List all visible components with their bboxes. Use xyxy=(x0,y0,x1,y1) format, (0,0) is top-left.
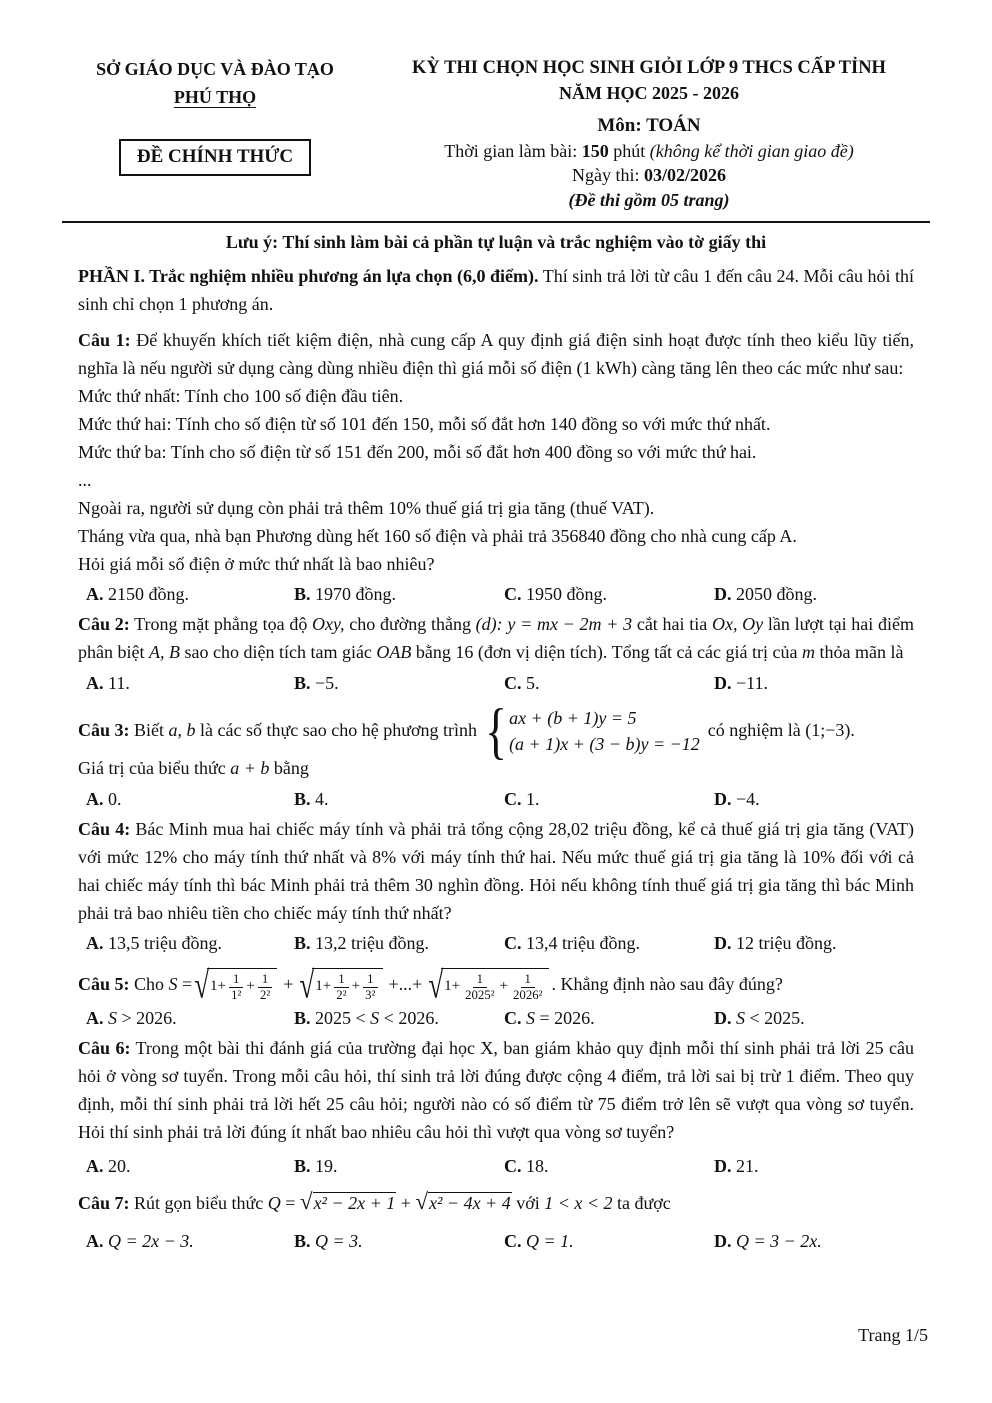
plus-sign: + xyxy=(499,978,509,995)
option-a xyxy=(86,670,294,698)
equation-1: ax + (b + 1)y = 5 xyxy=(509,708,637,729)
option-b xyxy=(294,930,504,958)
option-b-value: −5. xyxy=(315,673,339,694)
numerator: 1 xyxy=(363,972,377,987)
official-exam-box-wrap xyxy=(62,112,368,176)
option-c xyxy=(504,1005,714,1033)
option-d xyxy=(714,670,914,698)
option-c xyxy=(504,1228,714,1256)
pages-line: (Đề thi gồm 05 trang) xyxy=(568,189,730,210)
question-5-lead: Câu 5: Cho S = xyxy=(78,974,193,995)
numerator: 1 xyxy=(229,972,243,987)
option-b-value: 4. xyxy=(315,788,329,809)
option-d xyxy=(714,786,914,814)
option-d xyxy=(714,1153,914,1181)
option-b-key: B. xyxy=(294,673,311,694)
option-c-value: 1950 đồng. xyxy=(526,584,607,605)
option-c-key: C. xyxy=(504,1007,522,1028)
numerator: 1 xyxy=(521,972,535,987)
question-3-pre: Câu 3: Biết a, b là các số thực sao cho hệ phương trình xyxy=(78,720,477,741)
option-a-key: A. xyxy=(86,933,104,954)
option-d-value: S < 2025. xyxy=(736,1007,805,1028)
option-a-value: Q = 2x − 3. xyxy=(108,1231,194,1252)
horizontal-rule xyxy=(62,221,930,223)
option-b-key: B. xyxy=(294,933,311,954)
radical-2 xyxy=(299,963,382,1006)
question-7-options xyxy=(78,1228,914,1256)
question-2-options xyxy=(78,670,914,698)
radicand-1-pre: 1+ xyxy=(210,978,226,995)
question-6 xyxy=(78,1035,914,1181)
fraction xyxy=(258,972,272,1002)
radicand-3 xyxy=(441,968,549,1002)
fraction xyxy=(363,972,377,1002)
radical-3 xyxy=(428,963,549,1006)
radicand-1 xyxy=(207,968,277,1002)
question-6-text: Câu 6: Trong một bài thi đánh giá của trường đại học X, ban giám khảo quy định mỗi thí sinh phải trả lời 25 câu hỏi ở vòng sơ tuyển. Trong mỗi câu hỏi, thí sinh trả lời đúng được cộng 4 điểm, trả lời sai bị trừ 1 điểm. Theo quy định, mỗi thí sinh phải trả lời hết 25 câu hỏi; người nào có số điểm từ 75 điểm trở lên sẽ vượt qua vòng sơ tuyển. Hỏi thí sinh phải trả lời đúng ít nhất bao nhiêu câu hỏi thì vượt qua vòng sơ tuyển? xyxy=(78,1037,914,1142)
question-7 xyxy=(78,1190,914,1256)
option-d xyxy=(714,1228,914,1256)
question-2 xyxy=(78,611,914,698)
radical-1 xyxy=(194,963,277,1006)
option-d-value: 2050 đồng. xyxy=(736,584,817,605)
question-1-ellipsis: ... xyxy=(78,469,92,490)
option-d-value: 21. xyxy=(736,1156,759,1177)
numerator: 1 xyxy=(258,972,272,987)
option-c-key: C. xyxy=(504,933,522,954)
option-b xyxy=(294,1005,504,1033)
plus-sign: + xyxy=(246,978,255,995)
option-c-value: 13,4 triệu đồng. xyxy=(526,933,640,954)
exam-content xyxy=(78,229,914,1256)
option-d xyxy=(714,930,914,958)
sqrt-icon: √ xyxy=(194,963,210,1006)
option-d-key: D. xyxy=(714,584,732,605)
option-c xyxy=(504,670,714,698)
question-3 xyxy=(78,695,914,814)
option-a-value: 2150 đồng. xyxy=(108,584,189,605)
option-b-value: 1970 đồng. xyxy=(315,584,397,605)
date-line: Ngày thi: 03/02/2026 xyxy=(571,165,726,186)
question-5-outro: . Khẳng định nào sau đây đúng? xyxy=(551,974,783,995)
option-c-value: 18. xyxy=(526,1156,549,1177)
question-1-options xyxy=(78,581,914,609)
option-d-value: −4. xyxy=(736,788,760,809)
option-c-value: 1. xyxy=(526,788,540,809)
denominator: 2025² xyxy=(465,987,495,1002)
question-5 xyxy=(78,963,914,1033)
fraction xyxy=(511,972,544,1002)
radicand-3-pre: 1+ xyxy=(444,978,461,995)
question-3-ask: Giá trị của biểu thức a + b bằng xyxy=(78,758,309,779)
option-b-key: B. xyxy=(294,1156,311,1177)
option-d-value: −11. xyxy=(736,673,768,694)
option-a xyxy=(86,786,294,814)
question-3-options xyxy=(78,786,914,814)
question-5-options xyxy=(78,1005,914,1033)
denominator: 2² xyxy=(336,987,347,1002)
question-1-tier1: Mức thứ nhất: Tính cho 100 số điện đầu tiên. xyxy=(78,386,404,407)
option-d-value: Q = 3 − 2x. xyxy=(736,1231,822,1252)
option-b xyxy=(294,670,504,698)
equations xyxy=(509,707,700,755)
option-a-value: 0. xyxy=(108,788,122,809)
option-b-key: B. xyxy=(294,788,311,809)
option-a xyxy=(86,581,294,609)
option-b-value: Q = 3. xyxy=(315,1231,363,1252)
subject-line: Môn: TOÁN xyxy=(597,115,701,137)
radicand-2-pre: 1+ xyxy=(315,978,332,995)
option-a xyxy=(86,1228,294,1256)
option-c-key: C. xyxy=(504,788,522,809)
question-5-text xyxy=(78,963,914,1006)
equation-2: (a + 1)x + (3 − b)y = −12 xyxy=(509,733,700,754)
option-d-key: D. xyxy=(714,788,732,809)
option-b xyxy=(294,581,504,609)
option-d-key: D. xyxy=(714,1231,732,1252)
radicand-2 xyxy=(312,968,382,1002)
ellipsis-plus: +...+ xyxy=(388,974,423,995)
question-2-text: Câu 2: Trong mặt phẳng tọa độ Oxy, cho đường thẳng (d): y = mx − 2m + 3 cắt hai tia Ox, Oy lần lượt tại hai điểm phân biệt A, B sao cho diện tích tam giác OAB bằng 16 (đơn vị diện tích). Tổng tất cả các giá trị của m thỏa mãn là xyxy=(78,614,914,663)
option-c-key: C. xyxy=(504,584,522,605)
part1-intro: PHẦN I. Trắc nghiệm nhiều phương án lựa chọn (6,0 điểm). Thí sinh trả lời từ câu 1 đến câu 24. Mỗi câu hỏi thí sinh chỉ chọn 1 phương án. xyxy=(78,265,914,314)
option-d-value: 12 triệu đồng. xyxy=(736,933,837,954)
question-1-tier2: Mức thứ hai: Tính cho số điện từ số 101 đến 150, mỗi số đắt hơn 140 đồng so với mức thứ nhất. xyxy=(78,414,771,435)
option-d-key: D. xyxy=(714,1156,732,1177)
option-b-value: 2025 < S < 2026. xyxy=(315,1007,439,1028)
option-b-value: 13,2 triệu đồng. xyxy=(315,933,430,954)
option-a-key: A. xyxy=(86,1231,104,1252)
fraction xyxy=(334,972,348,1002)
exam-title: KỲ THI CHỌN HỌC SINH GIỎI LỚP 9 THCS CẤP TỈNH xyxy=(412,58,886,78)
option-b xyxy=(294,1228,504,1256)
option-d xyxy=(714,1005,914,1033)
sqrt-icon: √ xyxy=(299,963,315,1006)
option-b xyxy=(294,786,504,814)
option-d-key: D. xyxy=(714,933,732,954)
option-a-key: A. xyxy=(86,788,104,809)
question-1-tier3: Mức thứ ba: Tính cho số điện từ số 151 đến 200, mỗi số đắt hơn 400 đồng so với mức thứ hai. xyxy=(78,442,757,463)
option-b-key: B. xyxy=(294,584,311,605)
option-c xyxy=(504,786,714,814)
option-a-key: A. xyxy=(86,584,104,605)
option-c-value: 5. xyxy=(526,673,540,694)
numerator: 1 xyxy=(473,972,487,987)
option-a-key: A. xyxy=(86,1007,104,1028)
option-a xyxy=(86,930,294,958)
denominator: 3² xyxy=(365,987,376,1002)
fraction xyxy=(229,972,243,1002)
numerator: 1 xyxy=(334,972,348,987)
official-exam-box: ĐỀ CHÍNH THỨC xyxy=(119,139,311,176)
question-4 xyxy=(78,816,914,958)
question-3-post: có nghiệm là (1;−3). xyxy=(707,720,855,741)
option-c xyxy=(504,1153,714,1181)
option-c-value: S = 2026. xyxy=(526,1007,595,1028)
question-1-usage: Tháng vừa qua, nhà bạn Phương dùng hết 160 số điện và phải trả 356840 đồng cho nhà cung cấp A. xyxy=(78,525,797,546)
option-c xyxy=(504,581,714,609)
option-a-value: S > 2026. xyxy=(108,1007,177,1028)
question-7-text: Câu 7: Rút gọn biểu thức Q = √x² − 2x + 1 + √x² − 4x + 4 với 1 < x < 2 ta được xyxy=(78,1188,671,1215)
option-a-key: A. xyxy=(86,673,104,694)
question-1-ask: Hỏi giá mỗi số điện ở mức thứ nhất là bao nhiêu? xyxy=(78,553,435,574)
plus-sign: + xyxy=(351,978,361,995)
option-a-value: 13,5 triệu đồng. xyxy=(108,933,222,954)
page-number: Trang 1/5 xyxy=(858,1325,928,1345)
option-c xyxy=(504,930,714,958)
province-name: PHÚ THỌ xyxy=(173,86,257,107)
brace-icon: { xyxy=(484,695,508,765)
option-c-value: Q = 1. xyxy=(526,1231,574,1252)
time-line: Thời gian làm bài: 150 phút (không kể thời gian giao đề) xyxy=(444,140,854,161)
option-a-value: 20. xyxy=(108,1156,131,1177)
option-b-value: 19. xyxy=(315,1156,338,1177)
equation-system xyxy=(484,695,700,765)
option-a-key: A. xyxy=(86,1156,104,1177)
option-c-key: C. xyxy=(504,1231,522,1252)
question-4-text: Câu 4: Bác Minh mua hai chiếc máy tính và phải trả tổng cộng 28,02 triệu đồng, kể cả thuế giá trị gia tăng (VAT) với mức 12% cho máy tính thứ nhất và 8% với máy tính thứ hai. Nếu mức thuế giá trị gia tăng là 10% đối với cả hai chiếc máy tính thì bác Minh phải trả thêm 30 nghìn đồng. Hỏi nếu không tính thuế giá trị gia tăng thì bác Minh phải trả bao nhiêu tiền cho chiếc máy tính thứ nhất? xyxy=(78,818,914,923)
fraction xyxy=(463,972,496,1002)
option-d-key: D. xyxy=(714,673,732,694)
option-d-key: D. xyxy=(714,1007,732,1028)
option-d xyxy=(714,581,914,609)
option-c-key: C. xyxy=(504,673,522,694)
question-4-options xyxy=(78,930,914,958)
denominator: 1² xyxy=(231,987,242,1002)
denominator: 2² xyxy=(259,987,271,1002)
department-name: SỞ GIÁO DỤC VÀ ĐÀO TẠO xyxy=(96,59,334,79)
question-3-text xyxy=(78,695,914,765)
question-6-options xyxy=(78,1153,914,1181)
denominator: 2026² xyxy=(513,987,543,1002)
question-1-text: Câu 1: Để khuyến khích tiết kiệm điện, nhà cung cấp A quy định giá điện sinh hoạt được tính theo kiểu lũy tiến, nghĩa là nếu người sử dụng càng dùng nhiều điện thì giá mỗi số điện (1 kWh) càng tăng lên theo các mức như sau: xyxy=(78,330,914,379)
question-1-vat: Ngoài ra, người sử dụng còn phải trả thêm 10% thuế giá trị gia tăng (thuế VAT). xyxy=(78,497,655,518)
plus-sign: + xyxy=(283,974,294,995)
option-b xyxy=(294,1153,504,1181)
header xyxy=(62,56,930,212)
header-right xyxy=(368,56,930,212)
question-1 xyxy=(78,327,914,609)
option-b-key: B. xyxy=(294,1007,311,1028)
option-b-key: B. xyxy=(294,1231,311,1252)
sqrt-icon: √ xyxy=(428,963,444,1006)
option-c-key: C. xyxy=(504,1156,522,1177)
note-line: Lưu ý: Thí sinh làm bài cả phần tự luận và trắc nghiệm vào tờ giấy thi xyxy=(225,231,767,252)
school-year: NĂM HỌC 2025 - 2026 xyxy=(559,82,739,103)
option-a xyxy=(86,1153,294,1181)
header-left xyxy=(62,56,368,176)
option-a-value: 11. xyxy=(108,673,130,694)
option-a xyxy=(86,1005,294,1033)
